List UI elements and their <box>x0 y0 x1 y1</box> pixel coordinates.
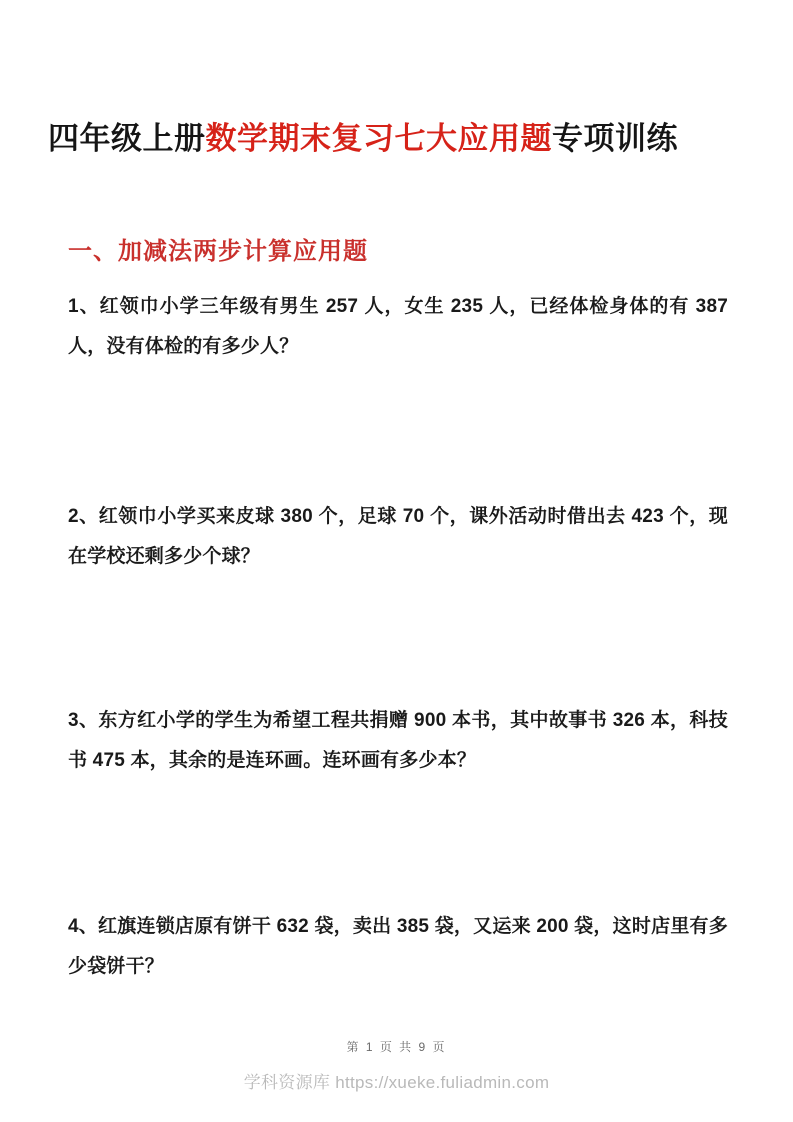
question-number-3: 3、 <box>68 710 99 731</box>
question-text-3: 东方红小学的学生为希望工程共捐赠 900 本书，其中故事书 326 本，科技书 475 本，其余的是连环画。连环画有多少本？ <box>68 710 728 771</box>
question-number-4: 4、 <box>68 916 99 937</box>
watermark-text: 学科资源库 https://xueke.fuliadmin.com <box>243 1073 550 1092</box>
question-item-1 <box>68 287 728 367</box>
title-segment-prefix: 四年级上册 <box>48 120 206 156</box>
title-segment-suffix: 专项训练 <box>552 120 678 156</box>
question-item-3 <box>68 701 728 781</box>
title-segment-highlight: 数学期末复习七大应用题 <box>205 120 552 156</box>
question-number-1: 1、 <box>68 296 100 317</box>
question-text-1: 红领巾小学三年级有男生 257 人，女生 235 人，已经体检身体的有 387 人，没有体检的有多少人？ <box>68 296 728 357</box>
question-item-4 <box>68 907 728 987</box>
question-text-2: 红领巾小学买来皮球 380 个，足球 70 个，课外活动时借出去 423 个，现在学校还剩多少个球？ <box>68 506 728 567</box>
question-number-2: 2、 <box>68 506 99 527</box>
question-text-4: 红旗连锁店原有饼干 632 袋，卖出 385 袋，又运来 200 袋，这时店里有多少袋饼干？ <box>68 916 728 977</box>
section-heading: 一、加减法两步计算应用题 <box>68 237 368 265</box>
question-item-2 <box>68 497 728 577</box>
page-title <box>48 117 748 161</box>
page-number-footer: 第 1 页 共 9 页 <box>346 1040 447 1054</box>
